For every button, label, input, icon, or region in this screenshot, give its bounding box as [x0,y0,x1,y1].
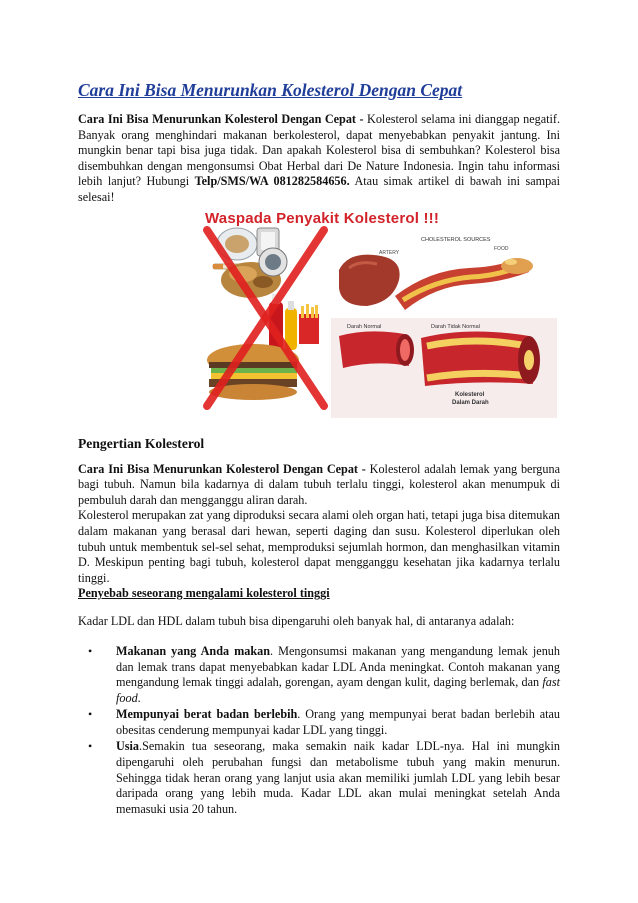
list-item-text: . Orang yang mempunyai berat badan berlebih atau obesitas cenderung mempunyai kadar LDL yang tinggi. [116,707,560,737]
hero-heading: Waspada Penyakit Kolesterol !!! [205,209,440,227]
section1-paragraph-2: Kolesterol merupakan zat yang diproduksi secara alami oleh organ hati, tetapi juga bisa ditemukan dalam makanan yang berasal dari hewan, seperti daging dan susu. Kolesterol diperlukan oleh tubuh untuk membentuk sel-sel sehat, memproduksi sejumlah hormon, dan menghasilkan vitamin D. Meskipun penting bagi tubuh, kolesterol dapat mengganggu kesehatan jika kadarnya terlalu tinggi. [78,508,560,585]
list-item [78,707,560,738]
bullet-icon: • [88,643,93,658]
section1-text: Kolesterol adalah lemak yang berguna bagi tubuh. Namun bila kadarnya di dalam tubuh terlalu tinggi, kolesterol akan menumpuk di pembuluh darah dan mengganggu aliran darah. [78,461,560,507]
bullet-icon: • [88,739,93,754]
list-item-title: Usia [116,739,140,754]
label-artery: ARTERY [379,249,400,256]
artery-illustration [331,232,557,418]
label-kolesterol: Kolesterol [455,391,485,398]
list-item-title: Mempunyai berat badan berlebih [116,707,298,722]
food-illustration [207,228,324,406]
intro-text-end: Atau simak artikel di bawah ini sampai selesai! [78,174,560,204]
hero-image [199,210,559,418]
section1-paragraph-1 [78,462,560,509]
document-page [78,80,560,818]
section2-intro: Kadar LDL dan HDL dalam tubuh bisa dipengaruhi oleh banyak hal, di antaranya adalah: [78,614,515,629]
label-sources: CHOLESTEROL SOURCES [421,236,491,243]
label-abnormal: Darah Tidak Normal [431,323,480,330]
hero-illustration [199,210,559,418]
list-item-text: . Mengonsumsi makanan yang mengandung lemak jenuh dan lemak trans dapat menyebabkan kadar LDL Anda meningkat. Contoh makanan yang mengandung lemak tinggi adalah, gorengan, ayam dengan kulit, daging berlemak, dan [116,643,560,690]
article-title[interactable]: Cara Ini Bisa Menurunkan Kolesterol Dengan Cepat [78,80,463,100]
label-normal: Darah Normal [347,323,382,330]
contact-number: Telp/SMS/WA 081282584656. [194,174,350,189]
label-dalam-darah: Dalam Darah [452,399,489,406]
intro-bold-lead: Cara Ini Bisa Menurunkan Kolesterol Dengan Cepat - [78,112,364,126]
section-heading-pengertian: Pengertian Kolesterol [78,435,205,451]
list-item-italic: fast food [116,675,560,705]
list-item [78,644,560,706]
list-item-text: .Semakin tua seseorang, maka semakin naik kadar LDL-nya. Hal ini mungkin dipengaruhi oleh perubahan fungsi dan metabolisme tubuh yang makin menurun. Sehingga tidak heran orang yang lanjut usia akan memiliki jumlah LDL yang lebih besar daripada orang yang lebih muda. Kadar LDL akan mulai meningkat setelah Anda memasuki usia 20 tahun. [116,739,560,816]
intro-paragraph [78,112,560,206]
intro-text: Kolesterol selama ini dianggap negatif. Banyak orang menghindari makanan berkolesterol, dapat menyebabkan penyakit jantung. Ini mungkin benar tapi bisa juga tidak. Dan apakah Kolesterol bisa di sembuhkan? Kolesterol bisa disembuhkan dengan mengonsumsi Obat Herbal dari De Nature Indonesia. Ingin tahu informasi lebih lanjut? Hubungi [78,112,560,189]
section1-bold-lead: Cara Ini Bisa Menurunkan Kolesterol Dengan Cepat - [78,461,366,476]
section-heading-penyebab: Penyebab seseorang mengalami kolesterol tinggi [78,586,330,601]
causes-list [78,644,560,818]
list-item [78,739,560,817]
bullet-icon: • [88,707,93,722]
list-item-title: Makanan yang Anda makan [116,643,271,658]
label-food: FOOD [494,245,509,252]
list-item-tail: . [137,690,141,705]
